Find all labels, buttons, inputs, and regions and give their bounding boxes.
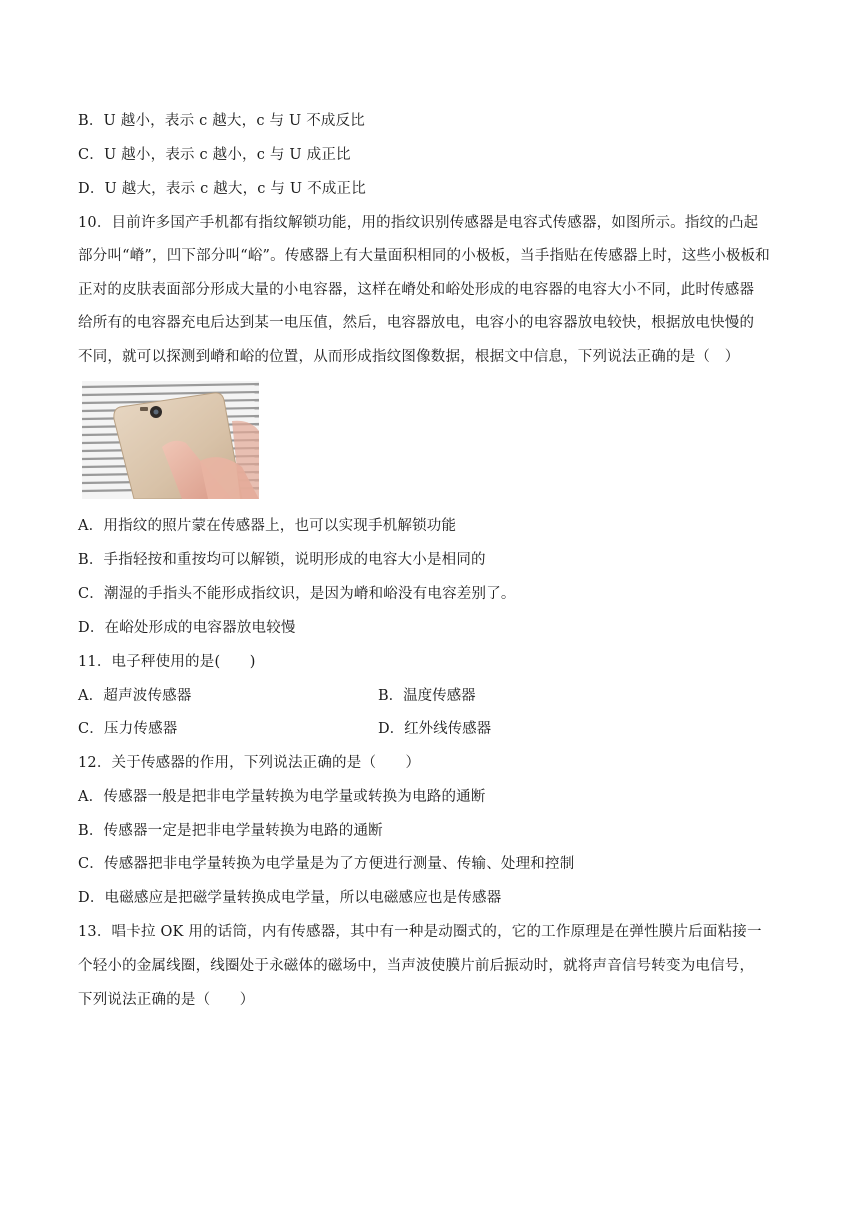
q12-option-d: D．电磁感应是把磁学量转换成电学量，所以电磁感应也是传感器	[78, 890, 502, 906]
q10-stem-line-1: 10．目前许多国产手机都有指纹解锁功能，用的指纹识别传感器是电容式传感器，如图所示。指纹的凸起	[78, 215, 759, 231]
q11-stem: 11．电子秤使用的是( )	[78, 654, 256, 670]
q12-option-a: A．传感器一般是把非电学量转换为电学量或转换为电路的通断	[78, 789, 486, 805]
q9-option-b: B．U 越小，表示 c 越大，c 与 U 不成反比	[78, 113, 365, 129]
q13-stem-line-1: 13．唱卡拉 OK 用的话筒，内有传感器，其中有一种是动圈式的，它的工作原理是在弹性膜片后面粘接一	[78, 924, 762, 940]
fingerprint-phone-image	[82, 381, 259, 499]
q12-option-b: B．传感器一定是把非电学量转换为电路的通断	[78, 823, 383, 839]
q13-stem-line-3: 下列说法正确的是（ ）	[78, 992, 255, 1008]
q11-option-c: C．压力传感器	[78, 721, 178, 737]
q10-stem-line-2: 部分叫“嵴”，凹下部分叫“峪”。传感器上有大量面积相同的小极板，当手指贴在传感器上时，这些小极板和	[78, 248, 770, 264]
q10-stem-line-3: 正对的皮肤表面部分形成大量的小电容器，这样在嵴处和峪处形成的电容器的电容大小不同，此时传感器	[78, 282, 755, 298]
q12-option-c: C．传感器把非电学量转换为电学量是为了方便进行测量、传输、处理和控制	[78, 856, 575, 872]
q10-option-d: D．在峪处形成的电容器放电较慢	[78, 620, 296, 636]
q11-option-b: B．温度传感器	[378, 688, 476, 704]
q12-stem: 12．关于传感器的作用，下列说法正确的是（ ）	[78, 755, 421, 771]
q13-stem-line-2: 个轻小的金属线圈，线圈处于永磁体的磁场中，当声波使膜片前后振动时，就将声音信号转变为电信号，	[78, 958, 755, 974]
q10-stem-line-5: 不同，就可以探测到嵴和峪的位置，从而形成指纹图像数据，根据文中信息，下列说法正确的是（ ）	[78, 349, 740, 365]
q9-option-c: C．U 越小，表示 c 越小，c 与 U 成正比	[78, 147, 351, 163]
q10-option-b: B．手指轻按和重按均可以解锁，说明形成的电容大小是相同的	[78, 552, 486, 568]
q10-stem-line-4: 给所有的电容器充电后达到某一电压值，然后，电容器放电，电容小的电容器放电较快，根据放电快慢的	[78, 315, 755, 331]
q9-option-d: D．U 越大，表示 c 越大，c 与 U 不成正比	[78, 181, 366, 197]
q11-option-d: D．红外线传感器	[378, 721, 492, 737]
q10-option-c: C．潮湿的手指头不能形成指纹识，是因为嵴和峪没有电容差别了。	[78, 586, 516, 602]
q11-option-a: A．超声波传感器	[78, 688, 192, 704]
q10-option-a: A．用指纹的照片蒙在传感器上，也可以实现手机解锁功能	[78, 518, 457, 534]
